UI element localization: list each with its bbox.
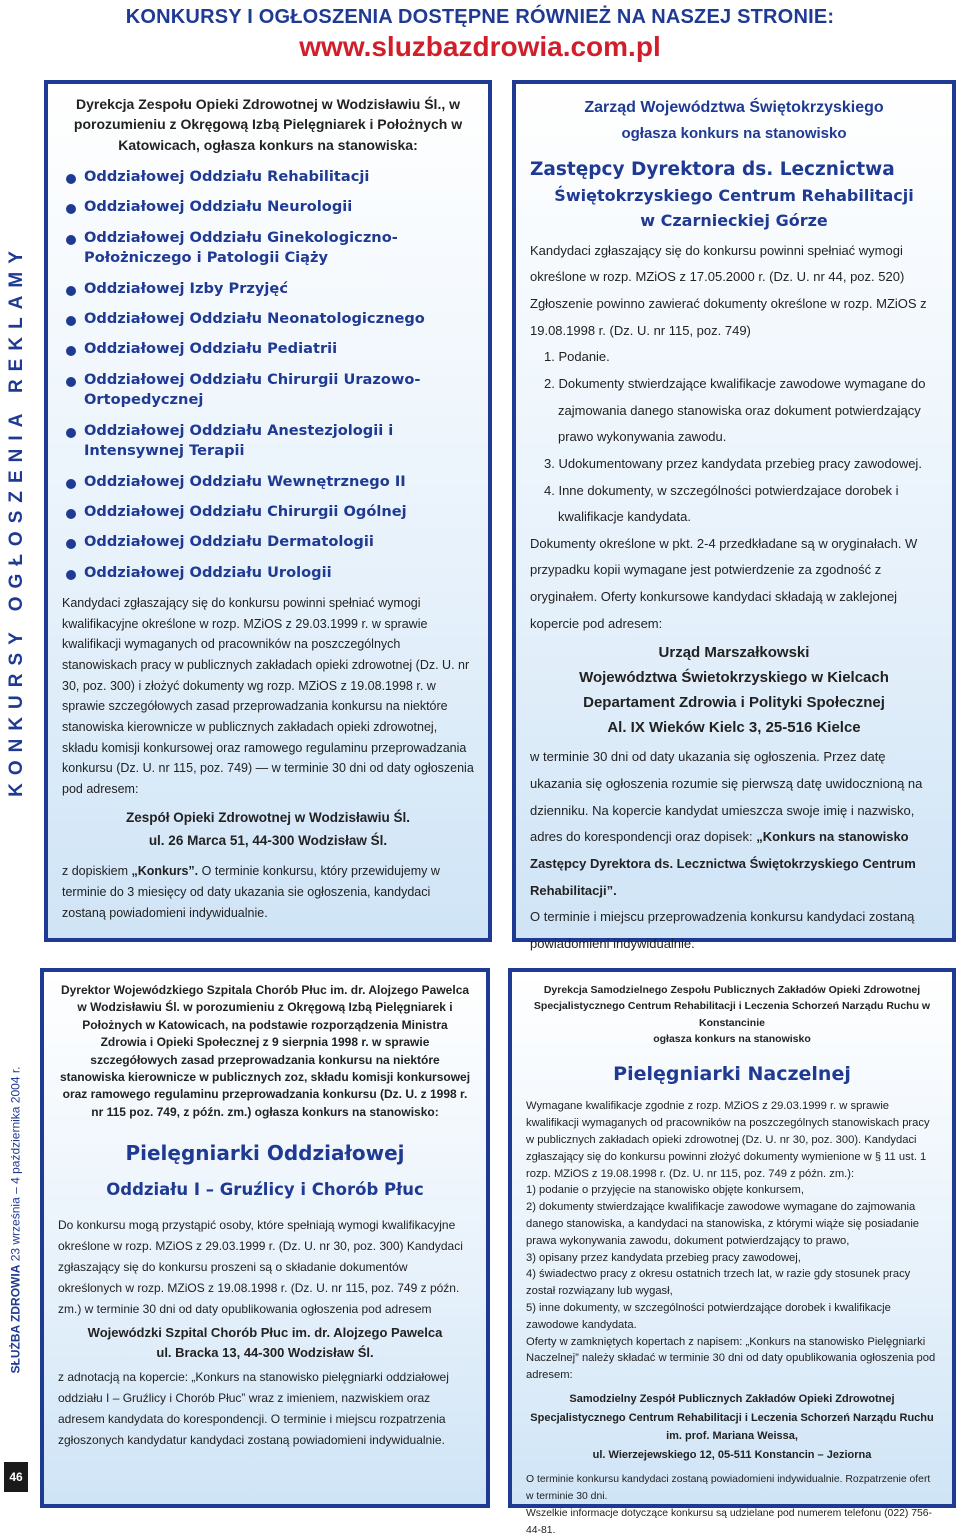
bullet-icon <box>66 174 76 184</box>
list-item: Oddziałowej Izby Przyjęć <box>62 279 474 299</box>
list-item: 3. Udokumentowany przez kandydata przebieg pracy zawodowej. <box>544 455 922 471</box>
ad3-address: Wojewódzki Szpital Chorób Płuc im. dr. Alojzego Pawelca ul. Bracka 13, 44-300 Wodzisław Śl. <box>87 1325 443 1361</box>
ad2-position-title: Zastępcy Dyrektora ds. Lecznictwa <box>530 158 895 180</box>
list-item: 2) dokumenty stwierdzające kwalifikacje zawodowe wymagane do zajmowania danego stanowiska, a kandydaci na stanowiska, z którymi wiąże się posiadanie prawa wykonywania zawodu, dokument potwierdzający to prawo, <box>526 1201 920 1247</box>
list-item: 1) podanie o przyjęcie na stanowisko objęte konkursem, <box>526 1184 804 1197</box>
side-section-text: KONKURSY OGŁOSZENIA REKLAMY <box>6 243 27 797</box>
bullet-icon <box>66 235 76 245</box>
list-item: Oddziałowej Oddziału Chirurgii Urazowo-Ortopedycznej <box>62 370 474 411</box>
ad4-body: Wymagane kwalifikacje zgodnie z rozp. MZiOS z 29.03.1999 r. w sprawie kwalifikacji wymaganych od pracowników na poszczególnych stanowiskach pracy w publicznych zakładach opieki zdrowotnej (Dz. U. nr 30, poz. 300). Kandydaci zgłaszający się do konkursu powinni złożyć dokumenty wymienione w § 11 ust. 1 rozp. MZiOS z 19.08.1998 r. (Dz. U. nr 115, poz. 749 z późn. zm.): 1) podanie o przyjęcie na stanowisko objęte konkursem, 2) dokumenty stwierdzające kwalifikacje zawodowe wymagane do zajmowania danego stanowiska, a kandydaci na stanowiska, z którymi wiąże się posiadanie prawa wykonywania zawodu, dokument potwierdzający to prawo, 3) opisany przez kandydata przebieg pracy zawodowej, 4) świadectwo pracy z okresu ostatnich trzech lat, w razie gdy stosunek pracy został rozwiązany lub wygasł, 5) inne dokumenty, w szczególności potwierdzające dorobek i kwalifikacje zawodowe kandydata. Oferty w zamkniętych kopertach z napisem: „Konkurs na stanowisko Pielęgniarki Naczelnej” należy składać w terminie 30 dni od daty opublikowania ogłoszenia pod adresem: Samodzielny Zespół Publicznych Zakładów Opieki Zdrowotnej Specjalistycznego Centrum Rehabilitacji i Leczenia Schorzeń Narządu Ruchu im. prof. Mariana Weissa, ul. Wierzejewskiego 12, 05-511 Konstancin – Jeziorna O terminie konkursu kandydaci zostaną powiadomieni indywidualnie. Rozpatrzenie ofert w terminie 30 dni. Wszelkie informacje dotyczące konkursu są udzielane pod numerem telefonu (022) 756-44-81. <box>526 1098 938 1539</box>
banner-title: KONKURSY I OGŁOSZENIA DOSTĘPNE RÓWNIEŻ NA NASZEJ STRONIE: <box>125 6 835 28</box>
bullet-icon <box>66 428 76 438</box>
issue-date: 23 września – 4 października 2004 r. <box>8 1066 23 1262</box>
list-item: Oddziałowej Oddziału Ginekologiczno-Położniczego i Patologii Ciąży <box>62 228 474 269</box>
ad2-requirements-list <box>544 344 938 530</box>
ad2-body: Kandydaci zgłaszający się do konkursu powinni spełniać wymogi określone w rozp. MZiOS z 17.05.2000 r. (Dz. U. nr 44, poz. 520) Zgłoszenie powinno zawierać dokumenty określone w rozp. MZiOS z 19.08.1998 r. (Dz. U. nr 115, poz. 749) 1. Podanie. 2. Dokumenty stwierdzające kwalifikacje zawodowe wymagane do zajmowania danego stanowiska oraz dokument potwierdzający prawo wykonywania zawodu. 3. Udokumentowany przez kandydata przebieg pracy zawodowej. 4. Inne dokumenty, w szczególności potwierdzajace dorobek i kwalifikacje kandydata. Dokumenty określone w pkt. 2-4 przedkładane są w oryginałach. W przypadku kopii wymagane jest potwierdzenie za zgodność z oryginałem. Oferty konkursowe kandydaci składają w zaklejonej kopercie pod adresem: Urząd Marszałkowski Województwa Świetokrzyskiego w Kielcach Departament Zdrowia i Polityki Społecznej Al. IX Wieków Kielc 3, 25-516 Kielce w terminie 30 dni od daty ukazania się ogłoszenia. Przez datę ukazania się ogłoszenia rozumie się pierwszą datę uwidocznioną na dzienniku. Na kopercie kandydat umieszcza swoje imię i nazwisko, adres do korespondencji oraz dopisek: „Konkurs na stanowisko Zastępcy Dyrektora ds. Lecznictwa Świętokrzyskiego Centrum Rehabilitacji”. O terminie i miejscu przeprowadzenia konkursu kandydaci zostaną powiadomieni indywidualnie. <box>530 238 938 958</box>
bullet-icon <box>66 479 76 489</box>
ad1-closing: z dopiskiem „Konkurs”. O terminie konkursu, który przewidujemy w terminie do 3 miesięcy od daty ukazania sie ogłoszenia, kandydaci zostaną powiadomieni indywidualnie. <box>62 864 440 920</box>
list-item: Oddziałowej Oddziału Neurologii <box>62 197 474 217</box>
header-banner <box>0 0 960 70</box>
bullet-icon <box>66 509 76 519</box>
ad3-header: Dyrektor Wojewódzkiego Szpitala Chorób Płuc im. dr. Alojzego Pawelca w Wodzisławiu Śl. w porozumieniu z Okręgową Izbą Pielęgniarek i Położnych w Katowicach, na podstawie rozporządzenia Ministra Zdrowia i Opieki Społecznej z 9 sierpnia 1998 r. w sprawie szczegółowych zasad przeprowadzania konkursu na niektóre stanowiska kierownicze w publicznych zoz, składu komisji konkursowej oraz ramowego regulaminu przeprowadzania konkursu (Dz. U. z 1998 r. nr 115 poz. 749, z późn. zm.) ogłasza konkurs na stanowisko: <box>59 983 471 1119</box>
page-number: 46 <box>4 1462 28 1492</box>
ad2-header: Zarząd Województwa Świętokrzyskiego ogłasza konkurs na stanowisko <box>584 99 884 143</box>
ad4-header: Dyrekcja Samodzielnego Zespołu Publicznych Zakładów Opieki Zdrowotnej Specjalistycznego Centrum Rehabilitacji i Leczenia Schorzeń Narządu Ruchu w Konstancinie ogłasza konkurs na stanowisko <box>533 984 931 1045</box>
ad1-body: Kandydaci zgłaszający się do konkursu powinni spełniać wymogi kwalifikacyjne określone w rozp. MZiOS z 29.03.1999 r. w sprawie kwalifikacji wymaganych od pracowników na poszczególnych stanowiskach pracy w publicznych zakładach opieki zdrowotnej (Dz. U. nr 30, poz. 300) i złożyć dokumenty wg rozp. MZiOS z 19.08.1998 r. w sprawie szczegółowych zasad przeprowadzania konkursu na niektóre stanowiska kierownicze w publicznych zakładach opieki zdrowotnej, składu komisji konkursowej oraz ramowego regulaminu przeprowadzania konkursu (Dz. U. nr 115, poz. 749) — w terminie 30 dni od daty ogłoszenia pod adresem: <box>62 596 474 796</box>
list-item: 4. Inne dokumenty, w szczególności potwierdzajace dorobek i kwalifikacje kandydata. <box>544 482 899 525</box>
bullet-icon <box>66 316 76 326</box>
list-item: Oddziałowej Oddziału Dermatologii <box>62 532 474 552</box>
ad-swietokrzyskie-deputy-director <box>512 80 956 951</box>
ad4-address: Samodzielny Zespół Publicznych Zakładów Opieki Zdrowotnej Specjalistycznego Centrum Rehabilitacji i Leczenia Schorzeń Narządu Ruchu im. prof. Mariana Weissa, ul. Wierzejewskiego 12, 05-511 Konstancin – Jeziorna <box>530 1392 934 1462</box>
ad-konstancin-head-nurse <box>508 968 956 1537</box>
website-link[interactable]: www.sluzbazdrowia.com.pl <box>299 31 661 62</box>
list-item: Oddziałowej Oddziału Pediatrii <box>62 339 474 359</box>
list-item: Oddziałowej Oddziału Anestezjologii i Intensywnej Terapii <box>62 421 474 462</box>
list-item: Oddziałowej Oddziału Neonatologicznego <box>62 309 474 329</box>
list-item: Oddziałowej Oddziału Urologii <box>62 563 474 583</box>
ad2-institution: Świętokrzyskiego Centrum Rehabilitacji w Czarnieckiej Górze <box>554 185 914 231</box>
publication-name: SŁUŻBA ZDROWIA <box>8 1264 23 1374</box>
list-item: 5) inne dokumenty, w szczególności potwierdzające dorobek i kwalifikacje zawodowe kandydata. <box>526 1301 891 1331</box>
ad1-positions-list <box>62 167 474 583</box>
list-item: 4) świadectwo pracy z okresu ostatnich trzech lat, w razie gdy stosunek pracy został rozwiązany lub wygasł, <box>526 1268 911 1298</box>
footer-publication-info <box>0 960 30 1480</box>
list-item: 2. Dokumenty stwierdzające kwalifikacje zawodowe wymagane do zajmowania danego stanowiska oraz dokument potwierdzający prawo wykonywania zawodu. <box>544 375 926 445</box>
bullet-icon <box>66 204 76 214</box>
side-section-label <box>4 90 30 950</box>
ad3-position-title: Pielęgniarki Oddziałowej <box>125 1141 405 1166</box>
ad-wodzislaw-nursing-posts <box>44 80 492 942</box>
ad4-position-title: Pielęgniarki Naczelnej <box>613 1063 851 1086</box>
ad3-ward-name: Oddziału I – Gruźlicy i Chorób Płuc <box>106 1180 424 1200</box>
bullet-icon <box>66 539 76 549</box>
list-item: 1. Podanie. <box>544 349 610 365</box>
ad-pulmonary-hospital-ward-nurse <box>40 968 490 1508</box>
list-item: Oddziałowej Oddziału Wewnętrznego II <box>62 472 474 492</box>
ad4-notes: O terminie konkursu kandydaci zostaną powiadomieni indywidualnie. Rozpatrzenie ofert w terminie 30 dni. Wszelkie informacje dotyczące konkursu są udzielane pod numerem telefonu (022) 756-44-81. <box>526 1473 933 1537</box>
bullet-icon <box>66 286 76 296</box>
ad1-address: Zespół Opieki Zdrowotnej w Wodzisławiu Śl. ul. 26 Marca 51, 44-300 Wodzisław Śl. <box>125 810 411 849</box>
ad1-header: Dyrekcja Zespołu Opieki Zdrowotnej w Wodzisławiu Śl., w porozumieniu z Okręgową Izbą Pielęgniarek i Położnych w Katowicach, ogłasza konkurs na stanowiska: <box>73 96 463 153</box>
bullet-icon <box>66 570 76 580</box>
list-item: Oddziałowej Oddziału Chirurgii Ogólnej <box>62 502 474 522</box>
ad3-body: Do konkursu mogą przystąpić osoby, które spełniają wymogi kwalifikacyjne określone w rozp. MZiOS z 29.03.1999 r. (Dz. U. nr 30, poz. 300) Kandydaci zgłaszający się do konkursu proszeni są o składanie dokumentów określonych w rozp. MZiOS z 19.08.1998 r. (Dz. U. nr 115, poz. 749 z późn. zm.) w terminie 30 dni od daty opublikowania ogłoszenia pod adresem Wojewódzki Szpital Chorób Płuc im. dr. Alojzego Pawelca ul. Bracka 13, 44-300 Wodzisław Śl. z adnotacją na kopercie: „Konkurs na stanowisko pielęgniarki oddziałowej oddziału I – Gruźlicy i Chorób Płuc” wraz z imieniem, nazwiskiem oraz adresem kandydata do korespondencji. O terminie i miejscu rozpatrzenia zgłoszonych kandydatur kandydaci zostaną powiadomieni indywidualnie. <box>58 1215 472 1450</box>
list-item: 3) opisany przez kandydata przebieg pracy zawodowej, <box>526 1251 801 1264</box>
list-item: Oddziałowej Oddziału Rehabilitacji <box>62 167 474 187</box>
ad2-address: Urząd Marszałkowski Województwa Świetokrzyskiego w Kielcach Departament Zdrowia i Polityki Społecznej Al. IX Wieków Kielc 3, 25-516 Kielce <box>579 644 889 736</box>
bullet-icon <box>66 377 76 387</box>
bullet-icon <box>66 346 76 356</box>
